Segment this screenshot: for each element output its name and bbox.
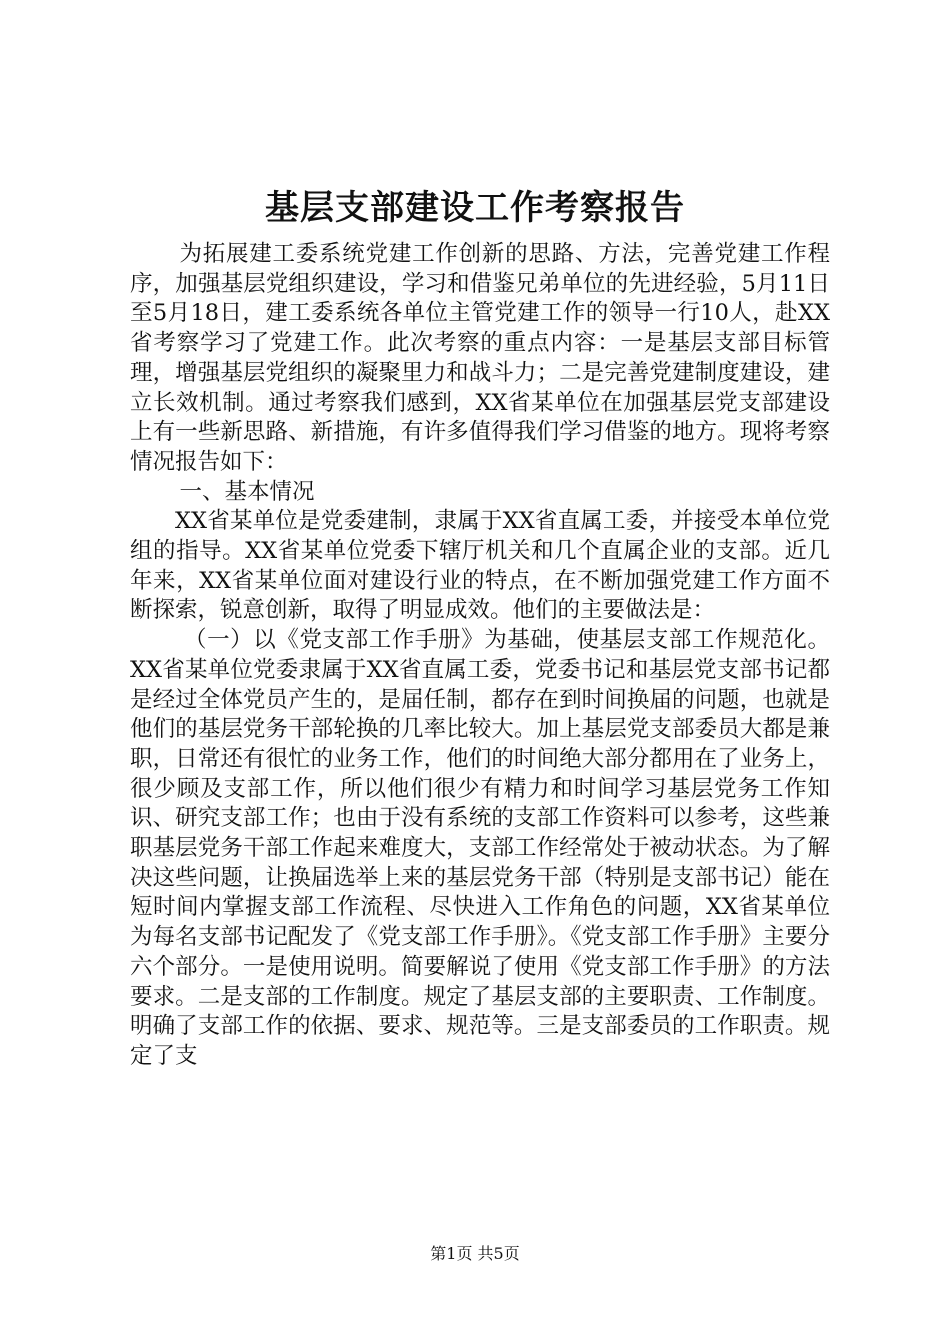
document-title: 基层支部建设工作考察报告 xyxy=(265,188,685,228)
paragraph-section-one: （一）以《党支部工作手册》为基础，使基层支部工作规范化。XX省某单位党委隶属于XX省直属工委，党委书记和基层党支部书记都是经过全体党员产生的，是届任制，都存在到时间换届的问题，也就是他们的基层党务干部轮换的几率比较大。加上基层党支部委员大都是兼职，日常还有很忙的业务工作，他们的时间绝大部分都用在了业务上，很少顾及支部工作，所以他们很少有精力和时间学习基层党务工作知识、研究支部工作；也由于没有系统的支部工作资料可以参考，这些兼职基层党务干部工作起来难度大，支部工作经常处于被动状态。为了解决这些问题，让换届选举上来的基层党务干部（特别是支部书记）能在短时间内掌握支部工作流程、尽快进入工作角色的问题，XX省某单位为每名支部书记配发了《党支部工作手册》。《党支部工作手册》主要分六个部分。一是使用说明。简要解说了使用《党支部工作手册》的方法要求。二是支部的工作制度。规定了基层支部的主要职责、工作制度。明确了支部工作的依据、要求、规范等。三是支部委员的工作职责。规定了支 xyxy=(130,627,830,1069)
paragraph-basic-situation: XX省某单位是党委建制，隶属于XX省直属工委，并接受本单位党组的指导。XX省某单位党委下辖厅机关和几个直属企业的支部。近几年来，XX省某单位面对建设行业的特点，在不断加强党建工作方面不断探索，锐意创新，取得了明显成效。他们的主要做法是： xyxy=(130,508,830,624)
section-heading-basic-situation: 一、基本情况 xyxy=(179,478,315,505)
page-number-footer: 第1页 共5页 xyxy=(430,1244,520,1263)
document-body xyxy=(130,240,830,1072)
paragraph-intro: 为拓展建工委系统党建工作创新的思路、方法，完善党建工作程序，加强基层党组织建设，学习和借鉴兄弟单位的先进经验，5月11日至5月18日，建工委系统各单位主管党建工作的领导一行10人，赴XX省考察学习了党建工作。此次考察的重点内容：一是基层支部目标管理，增强基层党组织的凝聚里力和战斗力；二是完善党建制度建设，建立长效机制。通过考察我们感到，XX省某单位在加强基层党支部建设上有一些新思路、新措施，有许多值得我们学习借鉴的地方。现将考察情况报告如下： xyxy=(130,241,830,475)
